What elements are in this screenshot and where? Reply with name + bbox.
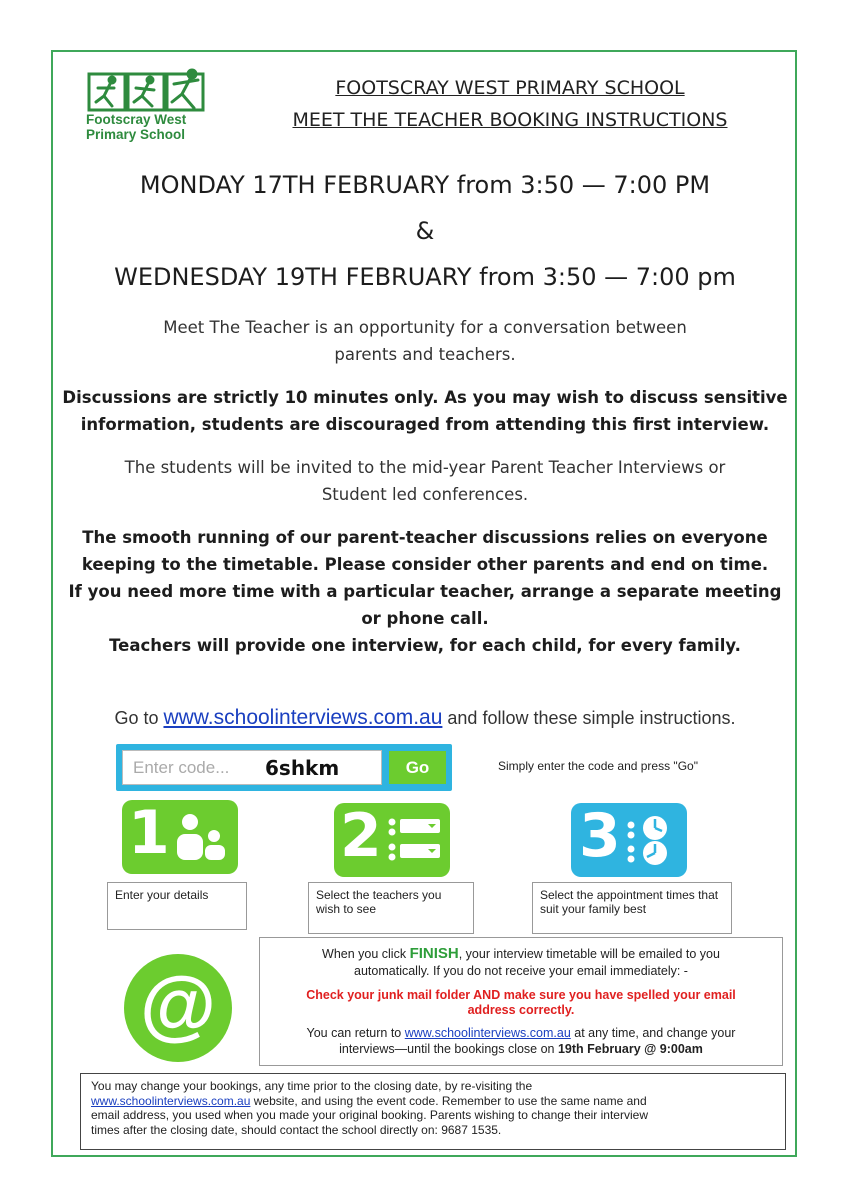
goto-prefix: Go to (114, 708, 164, 728)
instructions-title: MEET THE TEACHER BOOKING INSTRUCTIONS (292, 109, 728, 131)
step-3-number: 3 (579, 801, 621, 871)
code-entry-widget (116, 744, 452, 791)
step-2-tile (334, 803, 450, 877)
event-code: 6shkm (265, 756, 340, 780)
student-line-2: Student led conferences. (321, 485, 529, 504)
timetable-line-3: If you need more time with a particular teacher, arrange a separate meeting (68, 582, 782, 601)
step-1-description: Enter your details (107, 882, 247, 930)
timetable-line-2: keeping to the timetable. Please consider other parents and end on time. (81, 555, 769, 574)
list-icon (386, 815, 446, 865)
close-date: 19th February @ 9:00am (557, 1042, 703, 1056)
rules-line-1: Discussions are strictly 10 minutes only. As you may wish to discuss sensitive (62, 388, 788, 407)
student-line-1: The students will be invited to the mid-year Parent Teacher Interviews or (124, 458, 726, 477)
timetable-line-4: or phone call. (361, 609, 489, 628)
step-3-description: Select the appointment times that suit your family best (532, 882, 732, 934)
logo-line-2: Primary School (86, 127, 186, 142)
date-ampersand: & (415, 217, 435, 245)
school-title: FOOTSCRAY WEST PRIMARY SCHOOL (335, 77, 685, 99)
notice-line-1: You may change your bookings, any time prior to the closing date, by re-visiting the (91, 1079, 533, 1093)
clocks-icon (625, 813, 681, 867)
step-2-description: Select the teachers you wish to see (308, 882, 474, 934)
finish-line-1: When you click FINISH, your interview timetable will be emailed to you (322, 945, 720, 962)
junk-mail-warning-2: address correctly. (467, 1003, 575, 1017)
code-input[interactable] (122, 750, 382, 785)
finish-info-box (259, 937, 783, 1066)
go-button[interactable]: Go (389, 751, 446, 784)
notice-line-3: email address, you used when you made your original booking. Parents wishing to change their interview (91, 1108, 648, 1122)
finish-line-2: automatically. If you do not receive your email immediately: - (354, 964, 688, 978)
running-figures-logo-icon (86, 68, 216, 113)
logo-text (86, 112, 186, 142)
notice-line-4: times after the closing date, should contact the school directly on: 9687 1535. (91, 1122, 502, 1137)
logo-line-1: Footscray West (86, 112, 187, 127)
step-1-tile (122, 800, 238, 874)
rules-line-2: information, students are discouraged from attending this first interview. (80, 415, 770, 434)
timetable-paragraph (60, 524, 790, 659)
timetable-line-5: Teachers will provide one interview, for each child, for every family. (109, 636, 741, 655)
return-link[interactable]: www.schoolinterviews.com.au (404, 1026, 571, 1040)
people-icon (174, 812, 230, 862)
step-1-number: 1 (128, 798, 170, 868)
date-line-monday: MONDAY 17TH FEBRUARY from 3:50 — 7:00 PM (139, 171, 711, 199)
timetable-line-1: The smooth running of our parent-teacher discussions relies on everyone (82, 528, 768, 547)
intro-line-2: parents and teachers. (334, 345, 516, 364)
return-line: You can return to www.schoolinterviews.com.au at any time, and change your (306, 1026, 736, 1040)
student-paragraph (60, 454, 790, 508)
junk-mail-warning-1: Check your junk mail folder AND make sure you have spelled your email (306, 988, 736, 1002)
notice-line-2: www.schoolinterviews.com.au website, and using the event code. Remember to use the same name and (91, 1093, 647, 1108)
change-booking-notice (80, 1073, 786, 1150)
code-placeholder: Enter code... (133, 758, 230, 777)
code-hint: Simply enter the code and press "Go" (498, 759, 698, 773)
goto-suffix: and follow these simple instructions. (442, 708, 736, 728)
intro-paragraph (60, 314, 790, 368)
date-line-wednesday: WEDNESDAY 19TH FEBRUARY from 3:50 — 7:00 pm (114, 263, 736, 291)
email-at-icon: @ (124, 954, 232, 1062)
discussion-rules (60, 384, 790, 438)
schoolinterviews-link[interactable]: www.schoolinterviews.com.au (163, 706, 443, 729)
step-2-number: 2 (340, 801, 382, 871)
finish-word: FINISH (409, 945, 459, 962)
step-3-tile (571, 803, 687, 877)
notice-link[interactable]: www.schoolinterviews.com.au (91, 1093, 251, 1108)
intro-line-1: Meet The Teacher is an opportunity for a conversation between (163, 318, 687, 337)
close-date-line: interviews—until the bookings close on 19th February @ 9:00am (339, 1042, 703, 1056)
goto-line (60, 706, 790, 730)
